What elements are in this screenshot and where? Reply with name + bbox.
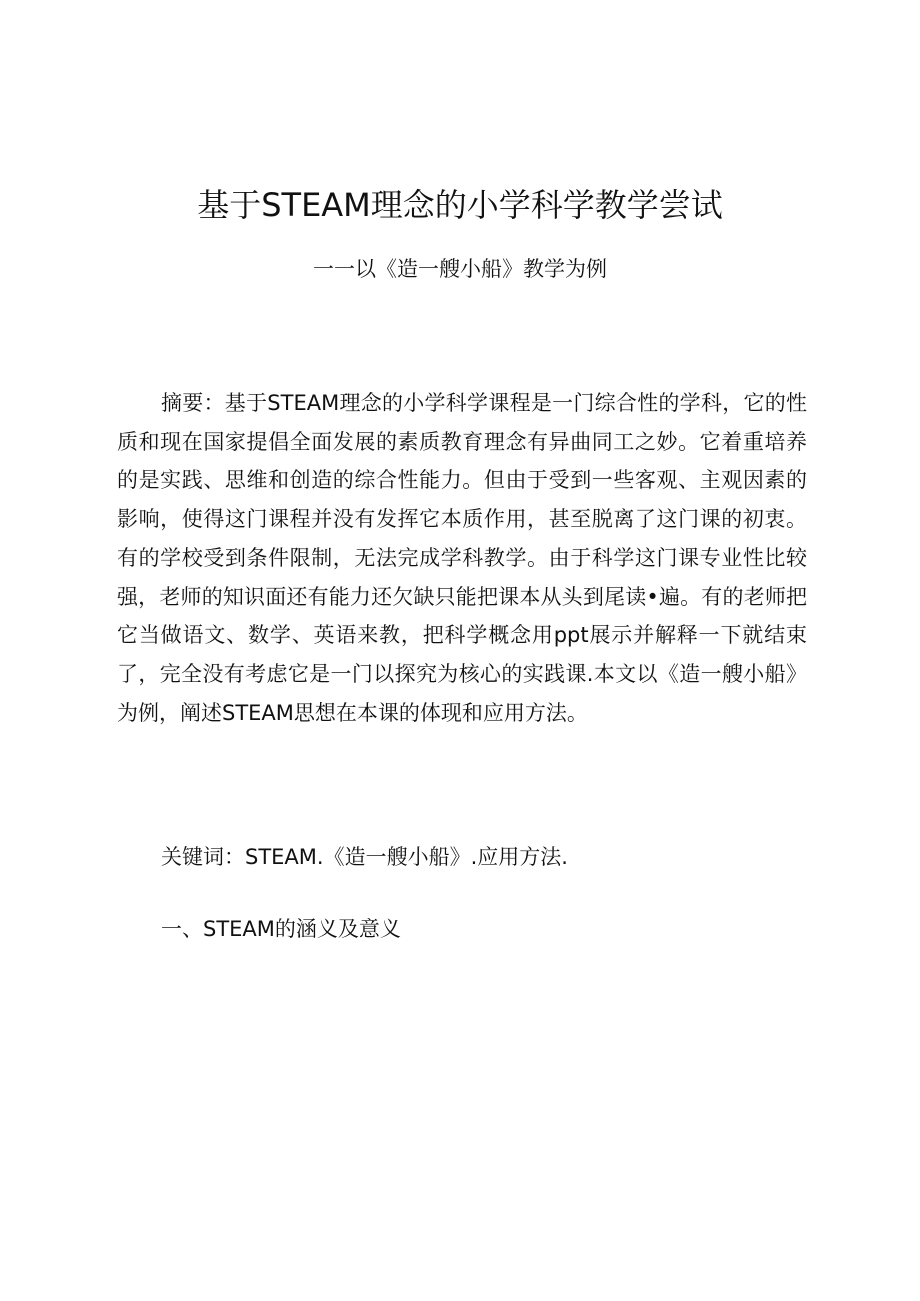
section-heading: 一、STEAM的涵义及意义 xyxy=(161,917,401,941)
keywords-line: 关键词：STEAM.《造一艘小船》.应用方法. xyxy=(161,845,568,869)
document-title: 基于STEAM理念的小学科学教学尝试 xyxy=(197,186,723,225)
abstract-paragraph: 摘要：基于STEAM理念的小学科学课程是一门综合性的学科，它的性质和现在国家提倡全面发展的素质教育理念有异曲同工之妙。它着重培养的是实践、思维和创造的综合性能力。但由于受到一些客观、主观因素的影响，使得这门课程并没有发挥它本质作用，甚至脱离了这门课的初衷。有的学校受到条件限制，无法完成学科教学。由于科学这门课专业性比较强，老师的知识面还有能力还欠缺只能把课本从头到尾读•遍。有的老师把它当做语文、数学、英语来教，把科学概念用ppt展示并解释一下就结束了，完全没有考虑它是一门以探究为核心的实践课.本文以《造一艘小船》为例，阐述STEAM思想在本课的体现和应用方法。 xyxy=(117,391,807,725)
document-subtitle: 一一以《造一艘小船》教学为例 xyxy=(313,257,607,281)
